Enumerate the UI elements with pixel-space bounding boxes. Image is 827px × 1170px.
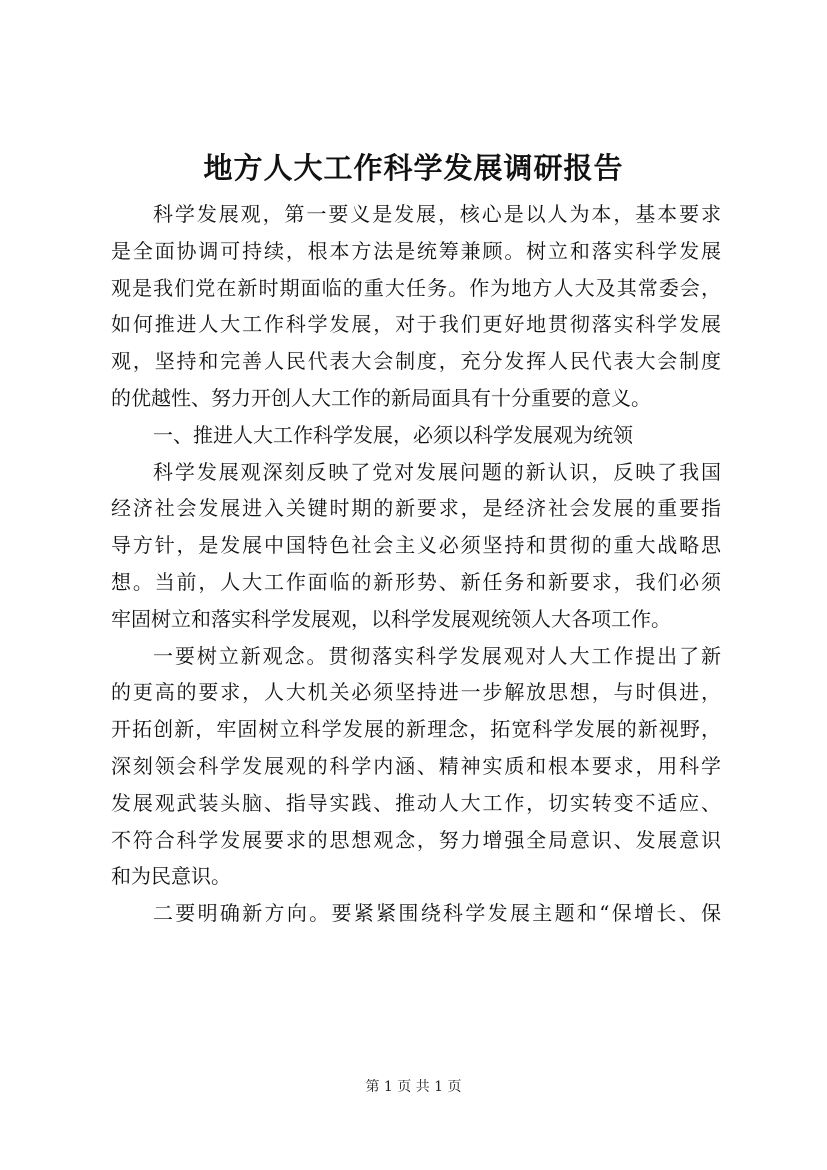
text-line: 一要树立新观念。贯彻落实科学发展观对人大工作提出了新 [153, 643, 721, 668]
text-line: 深刻领会科学发展观的科学内涵、精神实质和根本要求，用科学 [111, 753, 721, 778]
text-line: 科学发展观，第一要义是发展，核心是以人为本，基本要求 [153, 202, 721, 226]
text-line: 二要明确新方向。要紧紧围绕科学发展主题和“保增长、保 [153, 901, 721, 926]
page-footer: 第 1 页 共 1 页 [365, 1079, 462, 1095]
section-heading: 一、推进人大工作科学发展，必须以科学发展观为统领 [153, 422, 633, 447]
text-line: 不符合科学发展要求的思想观念，努力增强全局意识、发展意识 [111, 827, 721, 852]
text-line: 观是我们党在新时期面临的重大任务。作为地方人大及其常委会， [111, 275, 721, 300]
document-title: 地方人大工作科学发展调研报告 [203, 151, 624, 185]
text-line: 观，坚持和完善人民代表大会制度，充分发挥人民代表大会制度 [111, 349, 721, 374]
text-line: 的更高的要求，人大机关必须坚持进一步解放思想，与时俱进， [111, 680, 721, 705]
text-line: 想。当前，人大工作面临的新形势、新任务和新要求，我们必须 [111, 569, 721, 594]
text-line: 开拓创新，牢固树立科学发展的新理念，拓宽科学发展的新视野， [111, 717, 721, 742]
text-line: 导方针，是发展中国特色社会主义必须坚持和贯彻的重大战略思 [111, 533, 721, 558]
text-line: 牢固树立和落实科学发展观，以科学发展观统领人大各项工作。 [111, 606, 671, 631]
text-line: 经济社会发展进入关键时期的新要求，是经济社会发展的重要指 [111, 496, 721, 521]
text-line: 是全面协调可持续，根本方法是统筹兼顾。树立和落实科学发展 [111, 238, 721, 263]
document-body [111, 196, 721, 932]
text-line: 发展观武装头脑、指导实践、推动人大工作，切实转变不适应、 [111, 790, 721, 815]
text-line: 如何推进人大工作科学发展，对于我们更好地贯彻落实科学发展 [111, 312, 721, 337]
text-line: 的优越性、努力开创人大工作的新局面具有十分重要的意义。 [111, 385, 651, 410]
text-line: 科学发展观深刻反映了党对发展问题的新认识，反映了我国 [153, 459, 721, 484]
text-line: 和为民意识。 [111, 864, 231, 889]
